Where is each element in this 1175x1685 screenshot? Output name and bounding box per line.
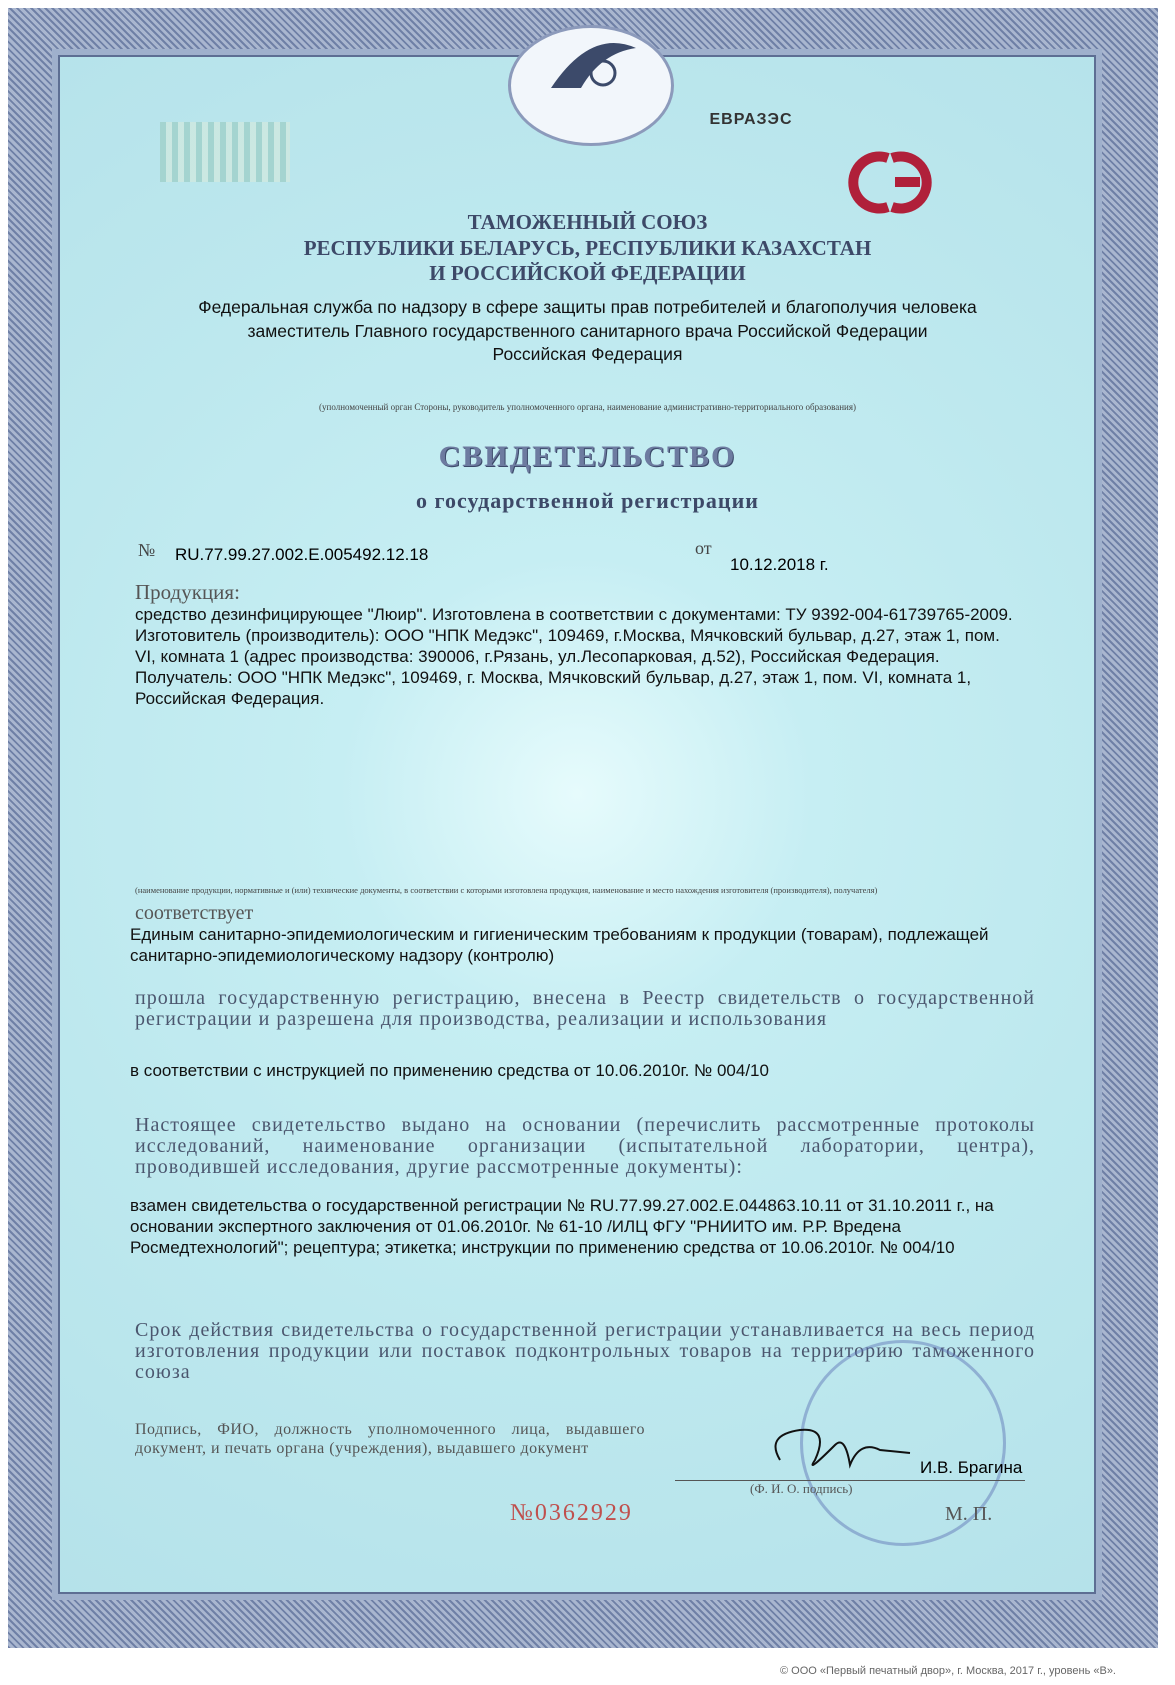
header-line-1: ТАМОЖЕННЫЙ СОЮЗ (467, 210, 708, 234)
date-label: от (695, 538, 712, 558)
authority-caption: (уполномоченный орган Стороны, руководитель уполномоченного органа, наименование административно-территориального образования) (319, 402, 856, 412)
usage-text: в соответствии с инструкцией по применению средства от 10.06.2010г. № 004/10 (130, 1061, 769, 1080)
authority-line-1: Федеральная служба по надзору в сфере защиты прав потребителей и благополучия человека (198, 297, 977, 317)
basis-text: взамен свидетельства о государственной регистрации № RU.77.99.27.002.Е.044863.10.11 от 31.10.2011 г., на основании экспертного заключения от 01.06.2010г. № 61-10 /ИЛЦ ФГУ "РНИИТО им. Р.Р. Вредена Росмедтехнологий"; рецептура; этикетка; инструкции по применению средства от 10.06.2010г. № 004/10 (130, 1196, 994, 1257)
document-subtitle: о государственной регистрации (416, 488, 759, 513)
authority-line-3: Российская Федерация (492, 344, 683, 364)
product-label: Продукция: (135, 580, 240, 604)
registration-date: 10.12.2018 г. (730, 555, 829, 574)
basis-label: Настоящее свидетельство выдано на основании (перечислить рассмотренные протоколы исследований, наименование организации (испытательной лаборатории, центра), проводившей исследования, другие рассмотренные документы): (135, 1114, 1035, 1178)
stamp-place-label: М. П. (945, 1503, 993, 1525)
hologram-icon (160, 122, 290, 182)
header-line-3: И РОССИЙСКОЙ ФЕДЕРАЦИИ (429, 261, 746, 285)
number-label: № (138, 540, 156, 560)
form-number: №0362929 (510, 1500, 633, 1526)
authority-line-2: заместитель Главного государственного санитарного врача Российской Федерации (247, 321, 928, 341)
registration-number: RU.77.99.27.002.Е.005492.12.18 (175, 545, 429, 564)
signature-label: Подпись, ФИО, должность уполномоченного лица, выдавшего документ, и печать органа (учреждения), выдавшего документ (135, 1421, 645, 1457)
ce-mark-icon (840, 150, 940, 215)
handwritten-signature (760, 1415, 920, 1485)
document-title: СВИДЕТЕЛЬСТВО (438, 440, 737, 473)
registered-text: прошла государственную регистрацию, внесена в Реестр свидетельств о государственной регистрации и разрешена для производства, реализации и использования (135, 987, 1035, 1030)
complies-text: Единым санитарно-эпидемиологическим и гигиеническим требованиям к продукции (товарам), подлежащей санитарно-эпидемиологическому надзору (контролю) (130, 925, 989, 965)
evrazes-logo: ЕВРАЗЭС (508, 25, 674, 146)
signature-caption: (Ф. И. О. подпись) (750, 1481, 853, 1496)
printer-footer: © ООО «Первый печатный двор», г. Москва, 2017 г., уровень «В». (780, 1665, 1116, 1677)
header-line-2: РЕСПУБЛИКИ БЕЛАРУСЬ, РЕСПУБЛИКИ КАЗАХСТАН (303, 236, 872, 260)
signatory-name: И.В. Брагина (920, 1458, 1023, 1477)
product-caption: (наименование продукции, нормативные и (или) технические документы, в соответствии с которыми изготовлена продукция, наименование и место нахождения изготовителя (производителя), получателя) (135, 885, 878, 895)
product-text: средство дезинфицирующее "Люир". Изготовлена в соответствии с документами: ТУ 9392-004-61739765-2009. Изготовитель (производитель): ООО "НПК Медэкс", 109469, г.Москва, Мячковский бульвар, д.27, этаж 1, пом. VI, комната 1 (адрес производства: 390006, г.Рязань, ул.Лесопарковая, д.52), Российская Федерация. Получатель: ООО "НПК Медэкс", 109469, г. Москва, Мячковский бульвар, д.27, этаж 1, пом. VI, комната 1, Российская Федерация. (135, 605, 1013, 708)
complies-label: соответствует (135, 902, 254, 924)
validity-text: Срок действия свидетельства о государственной регистрации устанавливается на весь период изготовления продукции или поставок подконтрольных товаров на территорию таможенного союза (135, 1319, 1035, 1383)
